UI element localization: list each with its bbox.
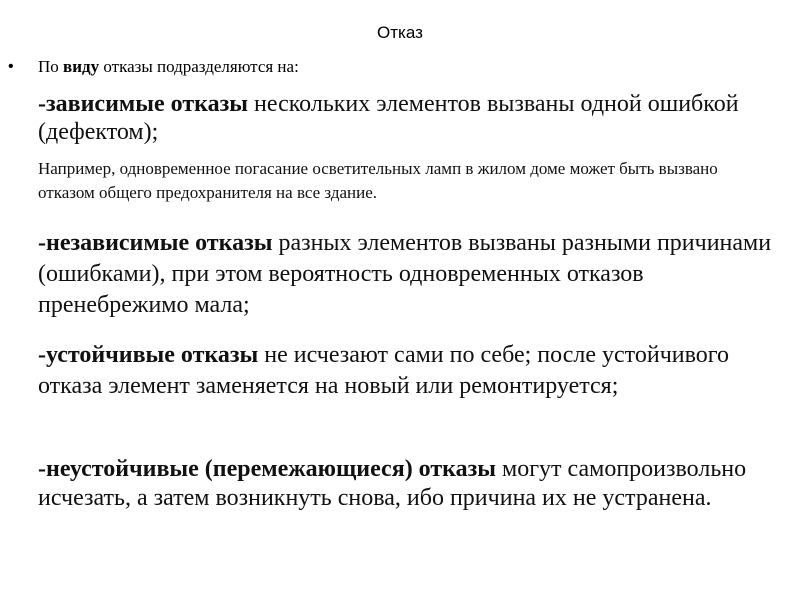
slide-title: Отказ — [377, 23, 423, 42]
intermittent-failures-text: могут самопроизвольно исчезать, а затем возникнуть снова, ибо причина их не устранена. — [38, 456, 747, 511]
independent-failures-paragraph — [38, 228, 778, 321]
independent-failures-text: разных элементов вызваны разными причинами (ошибками), при этом вероятность одновременных отказов пренебрежимо мала; — [38, 230, 772, 318]
persistent-failures-term: -устойчивые отказы — [38, 342, 259, 368]
dependent-failures-paragraph — [38, 90, 778, 146]
bullet-marker: • — [8, 58, 14, 75]
persistent-failures-paragraph — [38, 340, 778, 402]
independent-failures-term: -независимые отказы — [38, 230, 273, 256]
intermittent-failures-paragraph — [38, 455, 778, 513]
intro-bold-word: виду — [63, 57, 100, 76]
intro-suffix: отказы подразделяются на: — [99, 57, 299, 76]
persistent-failures-text: не исчезают сами по себе; после устойчивого отказа элемент заменяется на новый или ремонтируется; — [38, 342, 730, 399]
intro-line — [38, 56, 299, 78]
example-paragraph: Например, одновременное погасание осветительных ламп в жилом доме может быть вызвано отказом общего предохранителя на все здание. — [38, 159, 718, 202]
dependent-failures-term: -зависимые отказы — [38, 91, 248, 117]
dependent-failures-text: нескольких элементов вызваны одной ошибкой (дефектом); — [38, 91, 739, 145]
intermittent-failures-term: -неустойчивые (перемежающиеся) отказы — [38, 456, 497, 482]
intro-prefix: По — [38, 57, 64, 76]
